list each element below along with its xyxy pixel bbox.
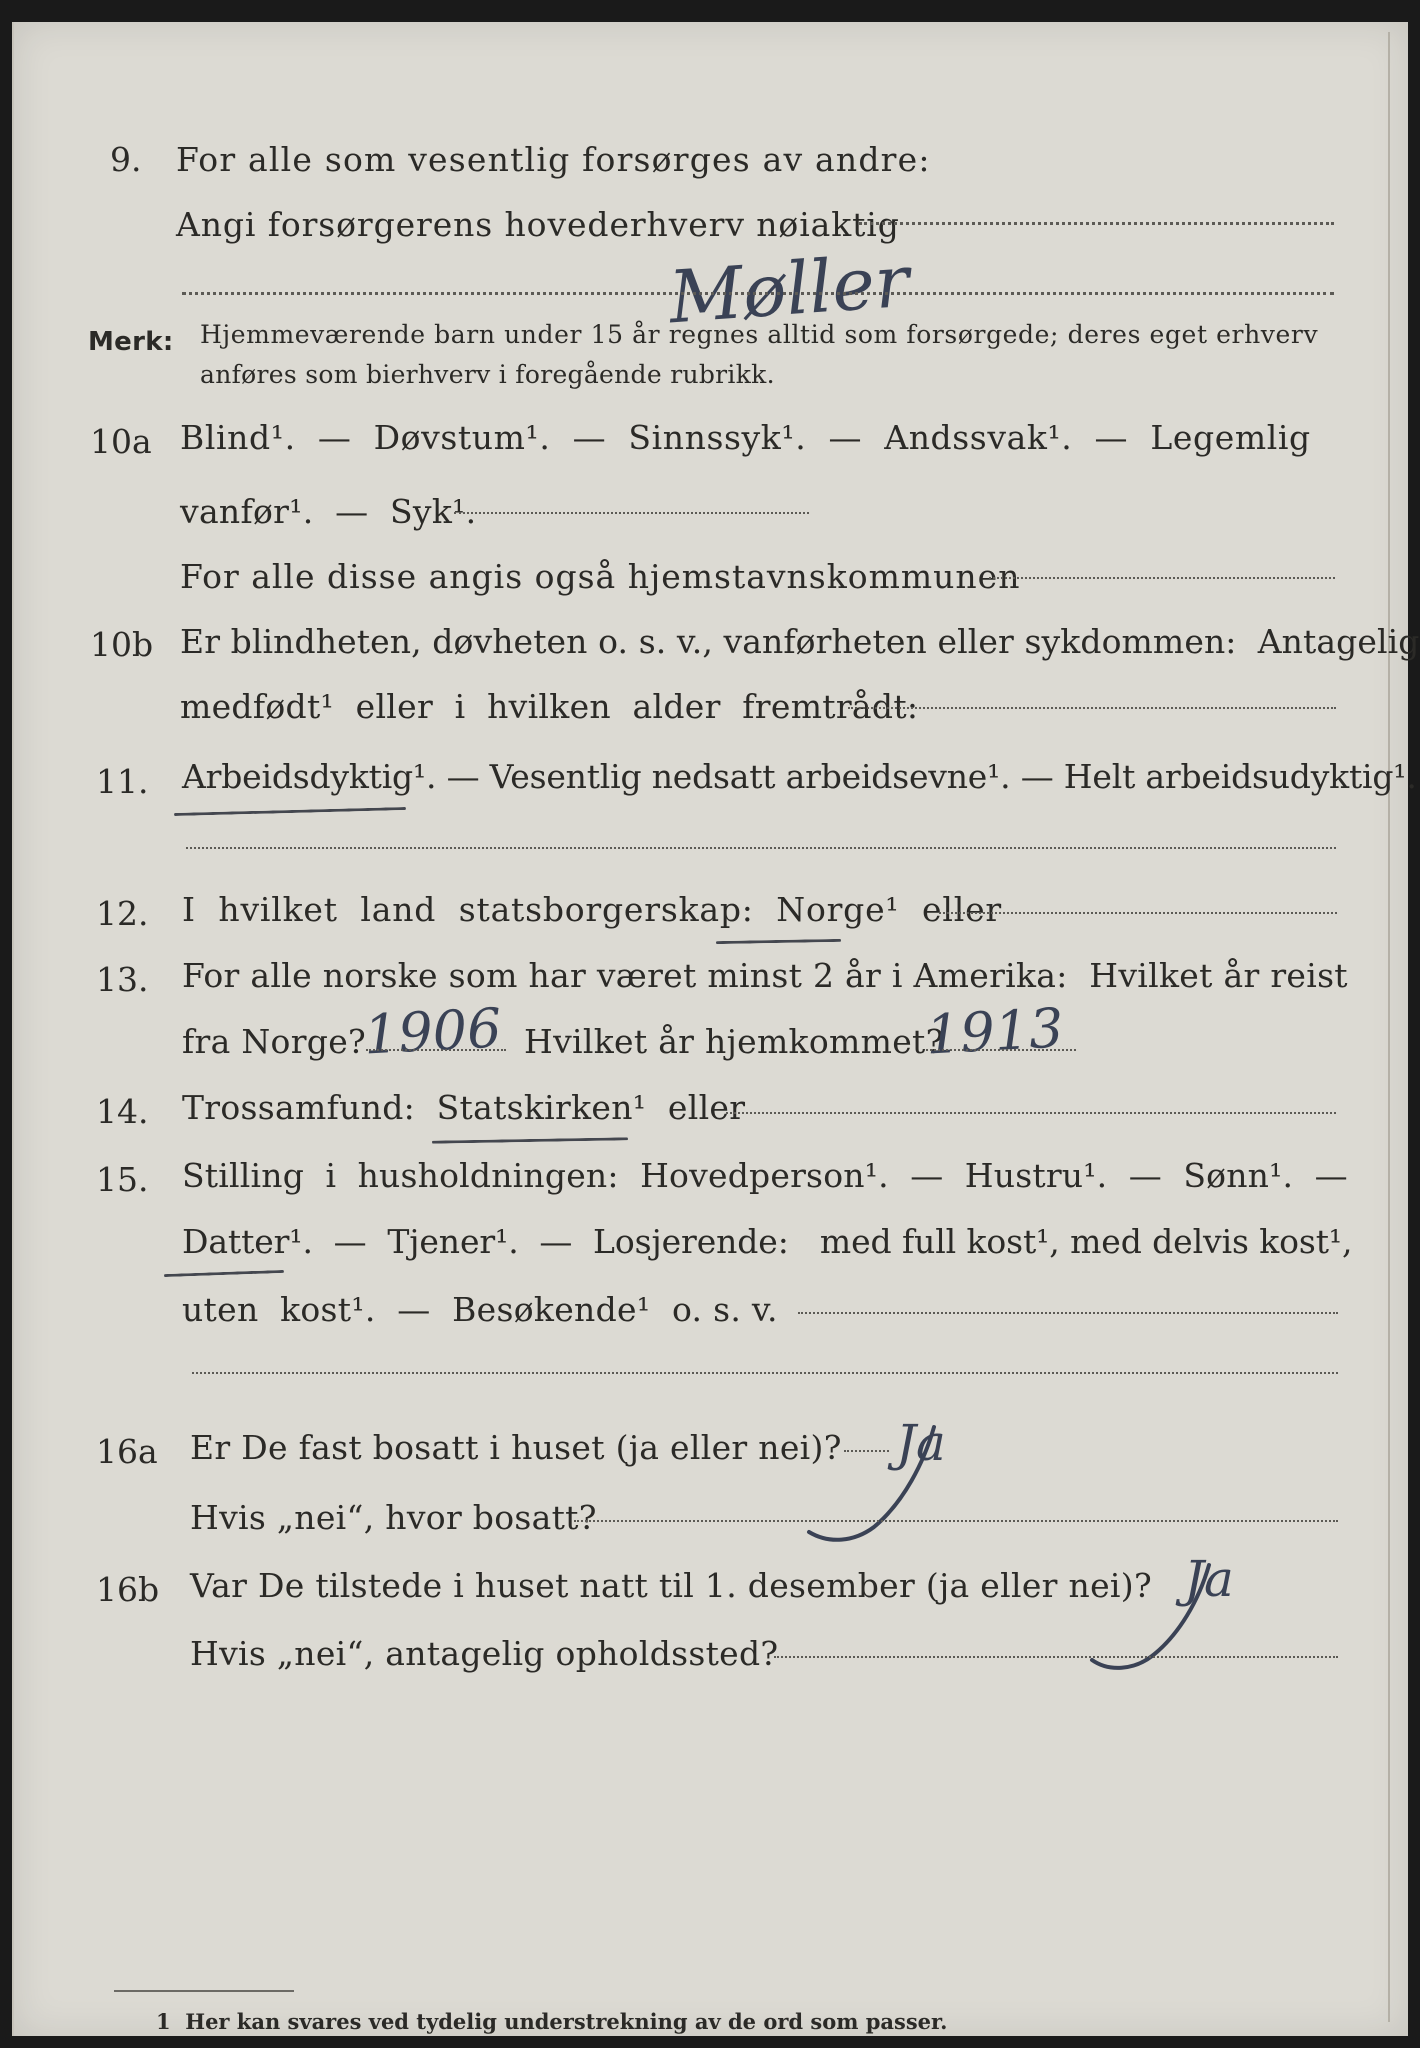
census-form-page [12,22,1420,2036]
q10b-dotted-line [848,707,1336,709]
footnote-rule [114,1990,294,1992]
q16b-handwritten-answer: Ja [1184,1550,1234,1608]
q16a-number: 16a [96,1432,158,1471]
q13-number: 13. [96,960,149,999]
q16a-handwritten-stroke [784,1422,964,1552]
q9-dotted-line [859,222,1334,225]
q16b-number: 16b [96,1570,160,1609]
q13-line2a: fra Norge? [182,1022,367,1061]
q10a-number: 10a [90,422,152,461]
q11-answer-underline [174,807,406,816]
q10b-line1: Er blindheten, døvheten o. s. v., vanførheten eller sykdommen: Antagelig [180,622,1420,661]
q9-line2: Angi forsørgerens hovederhverv nøiaktig [176,205,900,244]
q10a-dotted-line [454,512,809,514]
q9-line1: For alle som vesentlig forsørges av andre: [176,140,931,179]
q12-dotted-line [939,912,1337,914]
q13-line2b: Hvilket år hjemkommet? [524,1022,944,1061]
footnote: 1 Her kan svares ved tydelig understrekning av de ord som passer. [156,2009,948,2034]
q11-line1: Arbeidsdyktig¹. — Vesentlig nedsatt arbeidsevne¹. — Helt arbeidsudyktig¹. [182,757,1417,796]
q9-dotted-line-2 [182,292,1334,295]
merk-label: Merk: [88,327,174,357]
q13-handwritten-year-left: 1906 [362,996,503,1067]
q15-number: 15. [96,1160,149,1199]
q16b-dotted-line [774,1656,1338,1658]
q10a-line1: Blind¹. — Døvstum¹. — Sinnssyk¹. — Andssvak¹. — Legemlig [180,418,1311,457]
q11-number: 11. [96,762,149,801]
q12-line1: I hvilket land statsborgerskap: Norge¹ eller [182,890,1002,929]
q13-handwritten-year-return: 1913 [924,996,1065,1067]
q14-answer-underline [432,1137,628,1143]
q15-line3: uten kost¹. — Besøkende¹ o. s. v. [182,1290,778,1329]
q12-number: 12. [96,894,149,933]
q14-number: 14. [96,1092,149,1131]
q10a-dotted-line-2 [989,577,1335,579]
q9-number: 9. [110,140,142,179]
q15-answer-underline [164,1270,284,1277]
q15-line2: Datter¹. — Tjener¹. — Losjerende: med full kost¹, med delvis kost¹, [182,1222,1353,1261]
merk-line2: anføres som bierhverv i foregående rubrikk. [200,360,775,389]
q16b-handwritten-stroke [1074,1560,1244,1680]
q16a-line2: Hvis „nei“, hvor bosatt? [190,1498,597,1537]
q10a-line2: vanfør¹. — Syk¹. [180,492,477,531]
q10b-number: 10b [90,625,154,664]
q16a-dotted-line [844,1450,889,1452]
q16a-dotted-line-2 [574,1520,1338,1522]
q15-line1: Stilling i husholdningen: Hovedperson¹. — Hustru¹. — Sønn¹. — [182,1156,1348,1195]
merk-line1: Hjemmeværende barn under 15 år regnes alltid som forsørgede; deres eget erhverv [200,320,1319,349]
q16b-line1: Var De tilstede i huset natt til 1. desember (ja eller nei)? [190,1566,1152,1605]
q13-dotted-line-b [926,1049,1076,1051]
q10a-line3: For alle disse angis også hjemstavnskommunen [180,557,1021,596]
q16b-line2: Hvis „nei“, antagelig opholdssted? [190,1634,779,1673]
q12-answer-underline [716,939,841,944]
q13-line1: For alle norske som har været minst 2 år i Amerika: Hvilket år reist [182,956,1348,995]
q14-line1: Trossamfund: Statskirken¹ eller [182,1088,746,1127]
q14-dotted-line [726,1112,1336,1114]
q13-dotted-line-a [366,1049,506,1051]
q16a-line1: Er De fast bosatt i huset (ja eller nei)? [190,1428,842,1467]
q9-handwritten-answer: Møller [666,238,912,340]
page-edge-rule [1388,32,1390,2022]
q11-dotted-line [186,847,1336,849]
q15-dotted-line-2 [192,1372,1338,1374]
q15-dotted-line [798,1312,1338,1314]
q16a-handwritten-answer: Ja [896,1414,946,1472]
q10b-line2: medfødt¹ eller i hvilken alder fremtrådt: [180,687,919,726]
